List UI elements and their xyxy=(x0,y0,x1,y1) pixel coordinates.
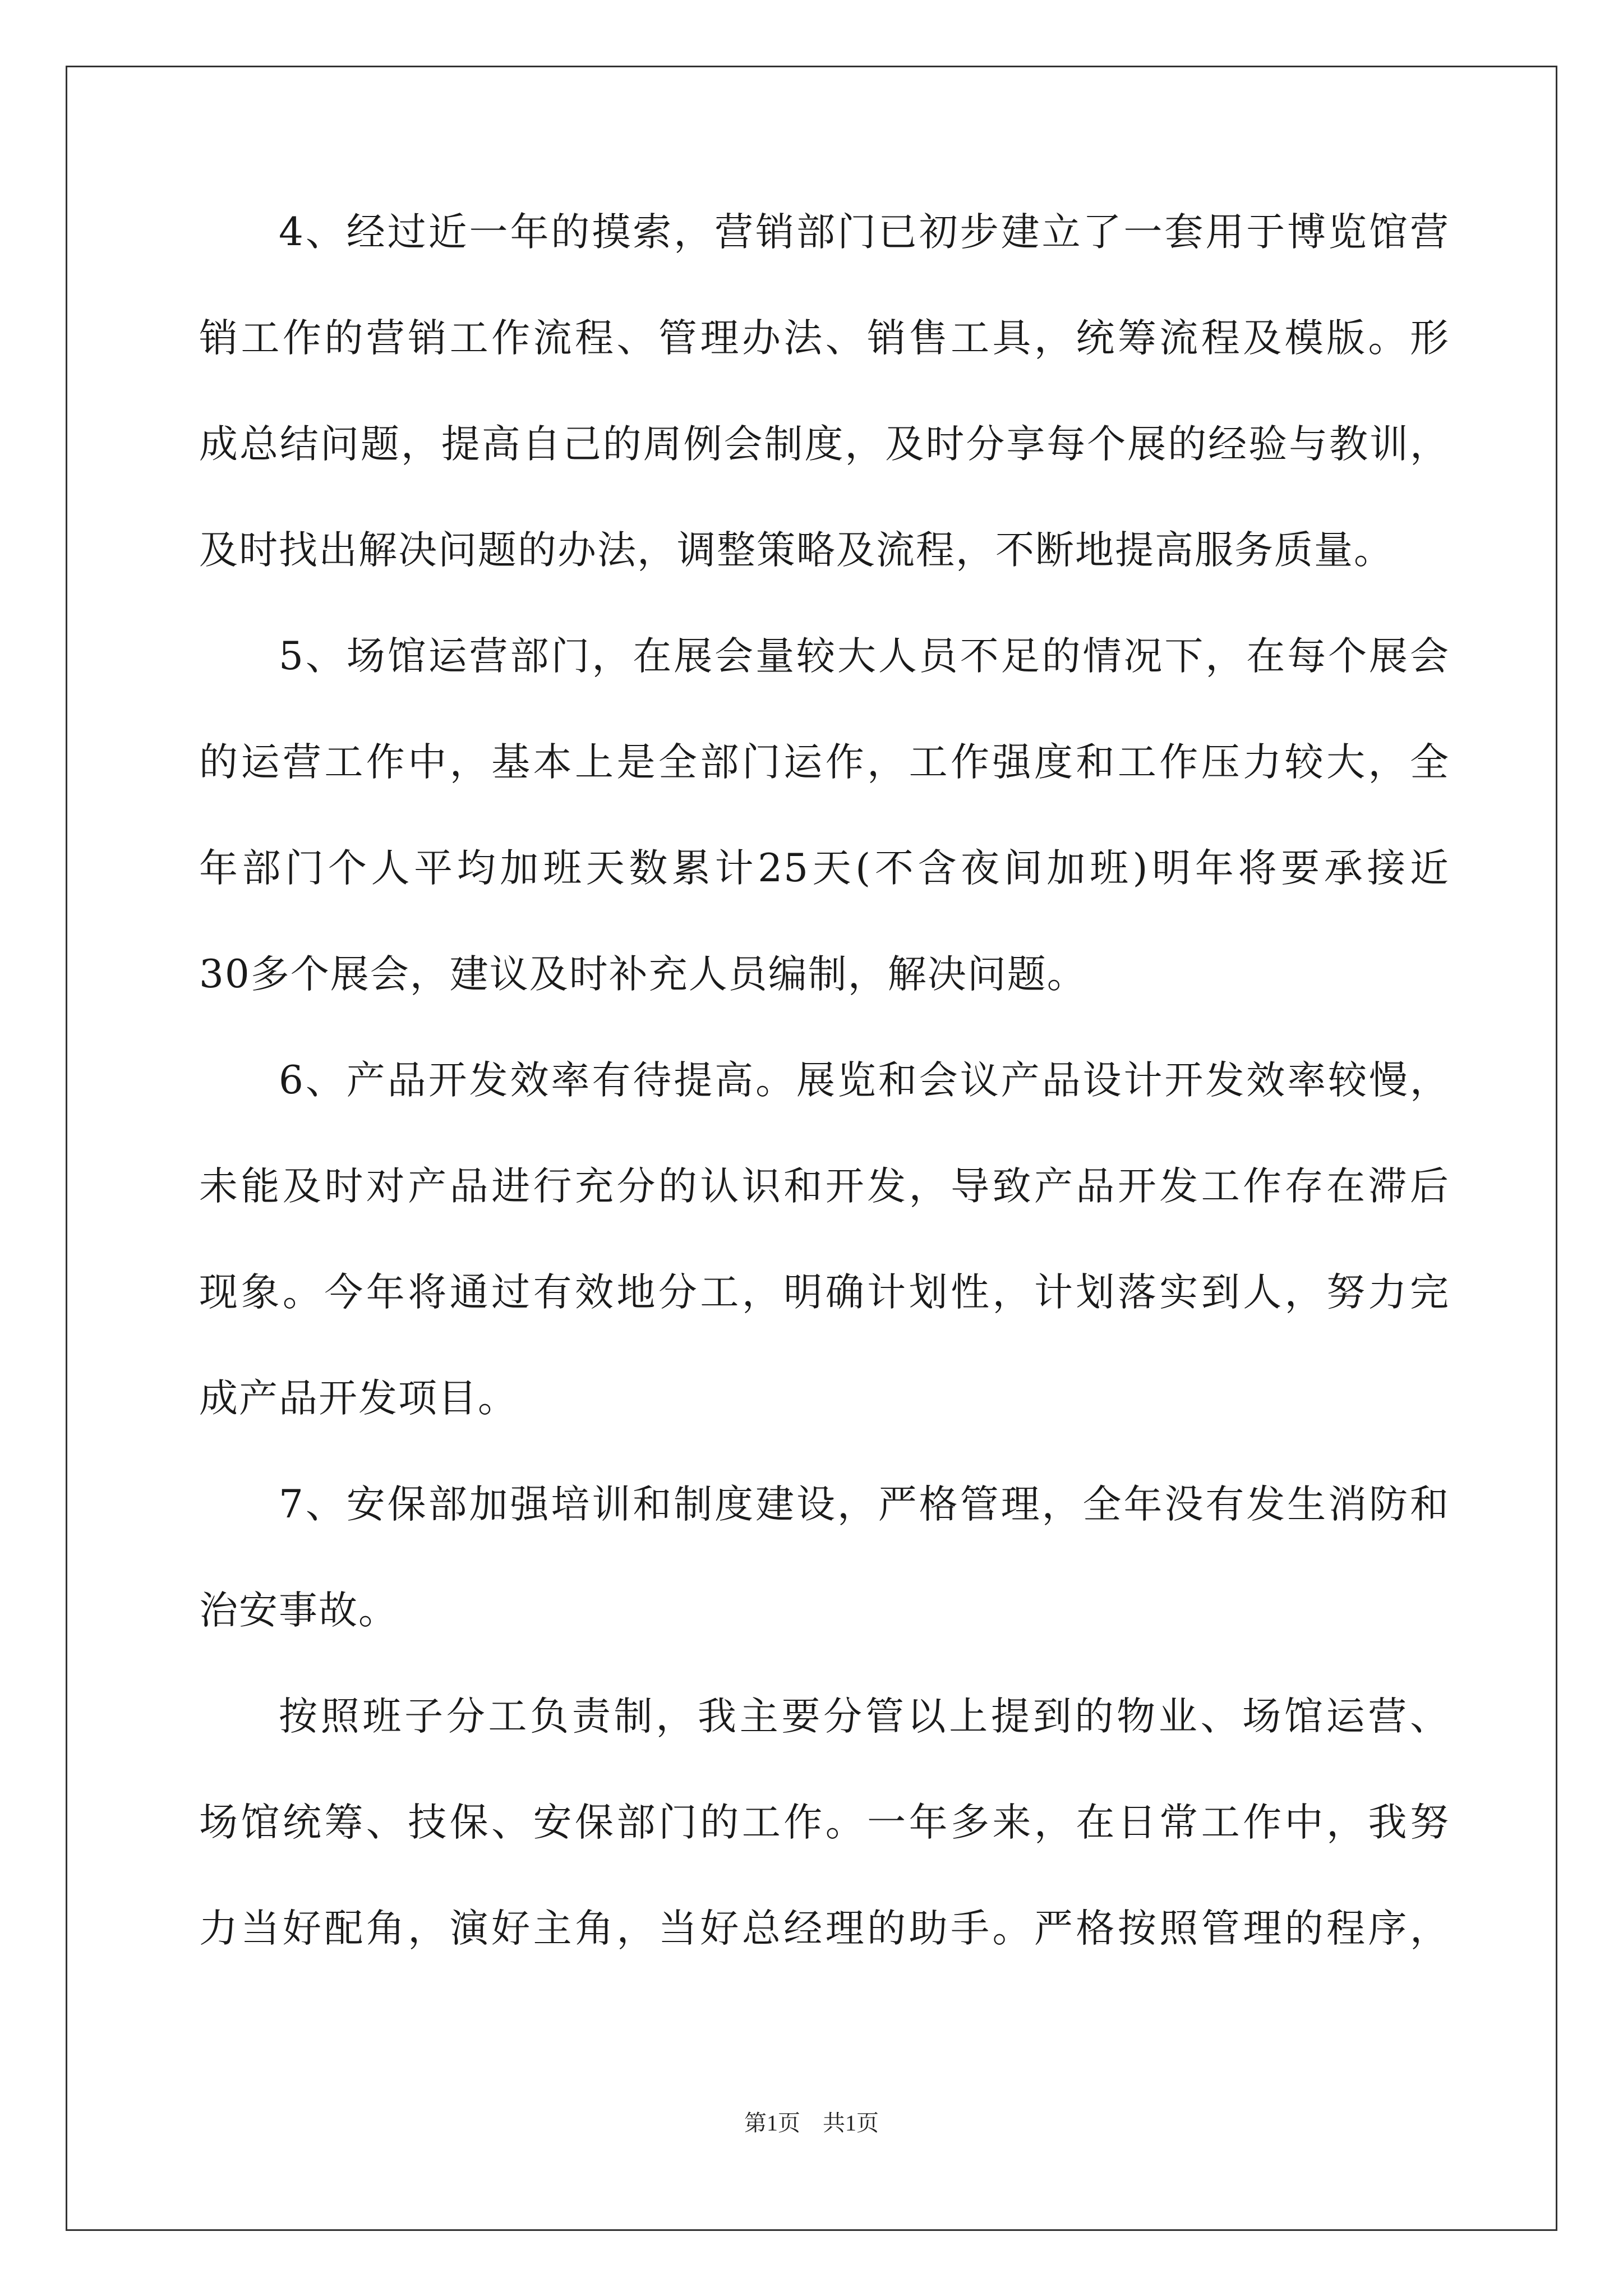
page-total: 共1页 xyxy=(823,2110,879,2136)
paragraph-line: 治安事故。 xyxy=(199,1588,398,1633)
paragraph-line: 6、产品开发效率有待提高。展览和会议产品设计开发效率较慢， xyxy=(279,1058,1450,1103)
document-body xyxy=(199,210,1450,2016)
paragraph-line: 7、安保部加强培训和制度建设，严格管理，全年没有发生消防和 xyxy=(279,1482,1450,1527)
paragraph-line: 的运营工作中，基本上是全部门运作，工作强度和工作压力较大，全 xyxy=(199,740,1450,785)
paragraph-line: 4、经过近一年的摸索，营销部门已初步建立了一套用于博览馆营 xyxy=(279,210,1450,255)
paragraph-line: 力当好配角，演好主角，当好总经理的助手。严格按照管理的程序， xyxy=(199,1906,1450,1951)
paragraph-line: 未能及时对产品进行充分的认识和开发，导致产品开发工作存在滞后 xyxy=(199,1164,1450,1209)
paragraph-line: 年部门个人平均加班天数累计25天(不含夜间加班)明年将要承接近 xyxy=(199,846,1450,891)
paragraph-line: 成产品开发项目。 xyxy=(199,1376,518,1421)
page-footer xyxy=(0,2112,1623,2134)
paragraph-line: 现象。今年将通过有效地分工，明确计划性，计划落实到人，努力完 xyxy=(199,1270,1450,1315)
paragraph-line: 场馆统筹、技保、安保部门的工作。一年多来，在日常工作中，我努 xyxy=(199,1800,1450,1845)
paragraph-line: 5、场馆运营部门，在展会量较大人员不足的情况下，在每个展会 xyxy=(279,634,1450,679)
paragraph-line: 及时找出解决问题的办法，调整策略及流程，不断地提高服务质量。 xyxy=(199,528,1394,573)
page-number: 第1页 xyxy=(744,2110,800,2136)
paragraph-line: 30多个展会，建议及时补充人员编制，解决问题。 xyxy=(199,952,1087,997)
paragraph-line: 销工作的营销工作流程、管理办法、销售工具，统筹流程及模版。形 xyxy=(199,316,1450,361)
paragraph-line: 成总结问题，提高自己的周例会制度，及时分享每个展的经验与教训， xyxy=(199,422,1450,467)
paragraph-line: 按照班子分工负责制，我主要分管以上提到的物业、场馆运营、 xyxy=(279,1694,1450,1739)
